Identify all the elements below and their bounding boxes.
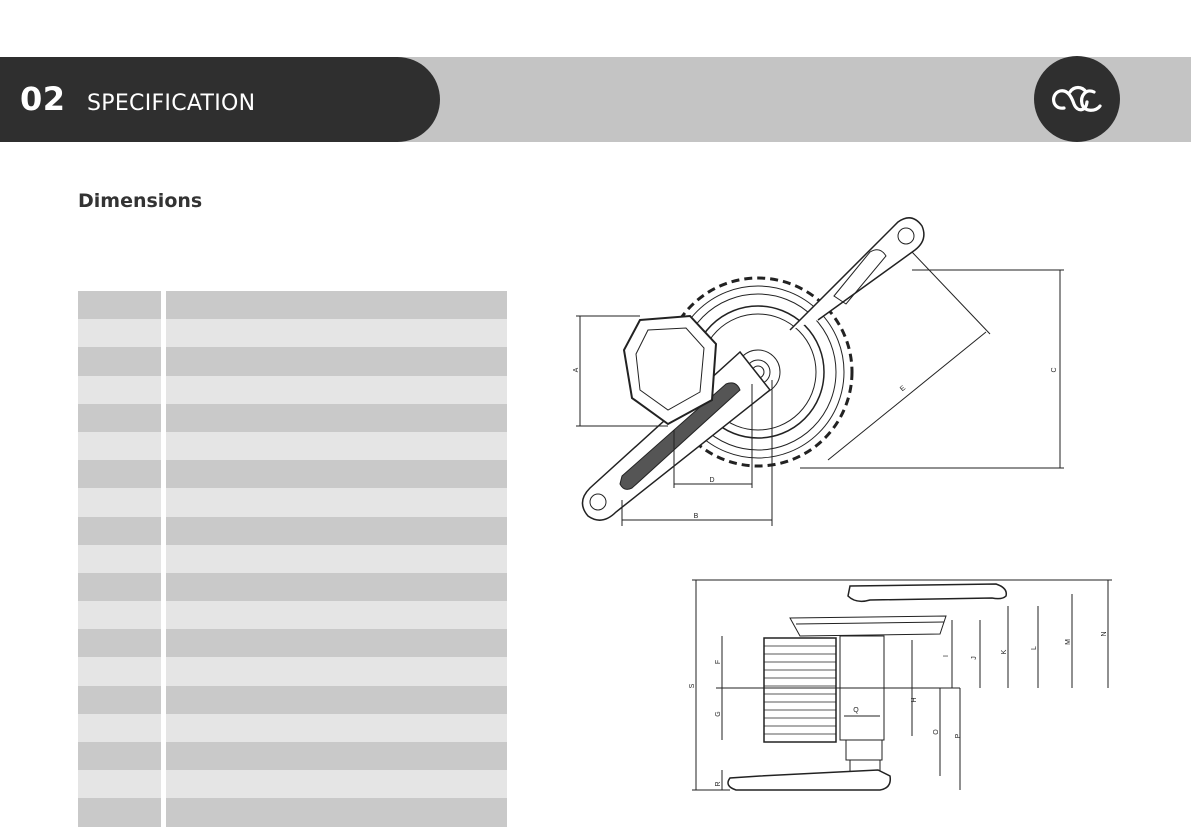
dimension-label: K [1001, 649, 1008, 655]
dimension-label: J [971, 656, 978, 660]
dimension-label: B [693, 513, 699, 520]
dimension-label: S [689, 683, 696, 689]
dimension-label: R [715, 781, 722, 787]
dimension-label: O [933, 729, 940, 735]
front-view-drawing [576, 218, 1064, 526]
dimension-label: E [898, 384, 908, 394]
dimension-label: F [715, 659, 722, 665]
dimension-label: N [1101, 631, 1108, 637]
dimension-label: I [943, 655, 950, 657]
dimension-label: L [1031, 646, 1038, 650]
dimension-label: H [911, 697, 918, 703]
side-view-drawing [692, 580, 1112, 790]
dimension-label: G [715, 711, 722, 717]
dimension-label: P [955, 733, 962, 739]
section-title: SPECIFICATION [87, 91, 256, 116]
dimension-label: Q [853, 707, 859, 714]
page-title: Dimensions [78, 190, 203, 212]
dimension-label: D [709, 477, 715, 484]
dimension-label: M [1065, 639, 1072, 645]
section-number: 02 [20, 80, 66, 118]
dimension-label: A [573, 367, 580, 373]
dimension-label: C [1051, 367, 1058, 373]
